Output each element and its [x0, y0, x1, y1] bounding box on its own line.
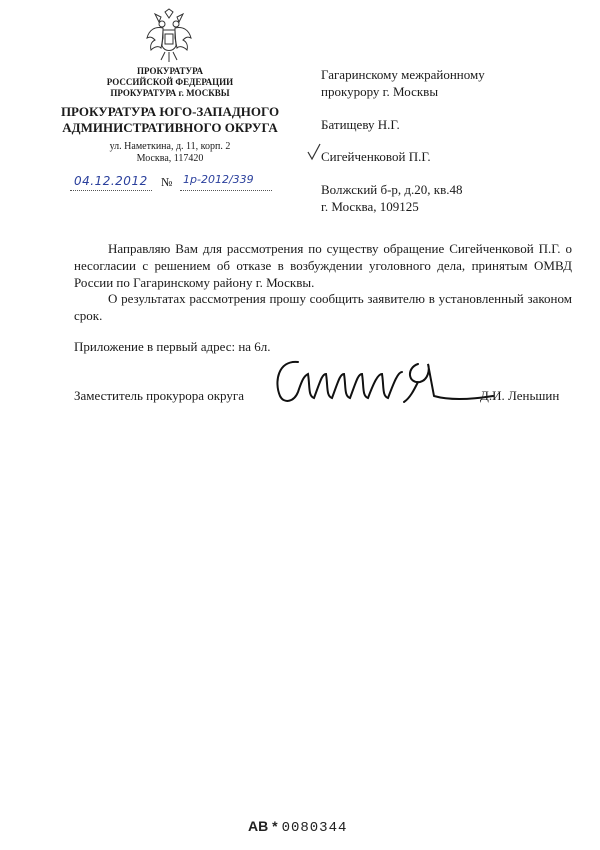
recipient-line-1: Гагаринскому межрайонному: [321, 67, 485, 82]
org-line-3: ПРОКУРАТУРА г. МОСКВЫ: [110, 88, 230, 98]
org-name-line-1: ПРОКУРАТУРА ЮГО-ЗАПАДНОГО: [60, 104, 280, 119]
org-header-lines: [60, 66, 280, 88]
recipient-line-2: прокурору г. Москвы: [321, 84, 439, 99]
signatory-name: Д.И. Леньшин: [480, 388, 560, 403]
applicant-address-street: Волжский б-р, д.20, кв.48: [321, 182, 463, 197]
signatory-position: Заместитель прокурора округа: [74, 388, 244, 403]
handwritten-signature-icon: [268, 352, 498, 412]
org-address: [60, 141, 280, 165]
org-name-line-2: АДМИНИСТРАТИВНОГО ОКРУГА: [62, 120, 278, 135]
recipient-name: Батищеву Н.Г.: [321, 117, 400, 132]
org-name: [60, 104, 280, 136]
applicant-address-city: г. Москва, 109125: [321, 199, 419, 214]
serial-number: 0080344: [281, 820, 348, 836]
registration-number-sign: №: [161, 175, 173, 189]
body-paragraph-2: О результатах рассмотрения прошу сообщить заявителю в установленный законом срок.: [74, 291, 572, 323]
date-underline: [70, 190, 152, 191]
org-line-1: ПРОКУРАТУРА: [137, 66, 203, 76]
registration-number: 1р-2012/339: [183, 173, 254, 186]
org-address-street: ул. Наметкина, д. 11, корп. 2: [109, 141, 231, 152]
org-line-2: РОССИЙСКОЙ ФЕДЕРАЦИИ: [106, 77, 234, 87]
check-mark-icon: [307, 143, 321, 161]
registration-date: 04.12.2012: [74, 174, 148, 188]
body-paragraph-1: Направляю Вам для рассмотрения по существу обращение Сигейченковой П.Г. о несогласии с решением об отказе в возбуждении уголовного дела, принятым ОМВД России по Гагаринскому району г. Москвы.: [74, 241, 572, 290]
attachment-note: Приложение в первый адрес: на 6л.: [74, 339, 271, 354]
org-address-city: Москва, 117420: [136, 153, 204, 164]
serial-prefix: АВ *: [248, 818, 278, 834]
applicant-name: Сигейченковой П.Г.: [321, 149, 431, 164]
coat-of-arms-icon: [145, 8, 193, 64]
number-underline: [180, 190, 272, 191]
form-serial: [248, 818, 347, 836]
